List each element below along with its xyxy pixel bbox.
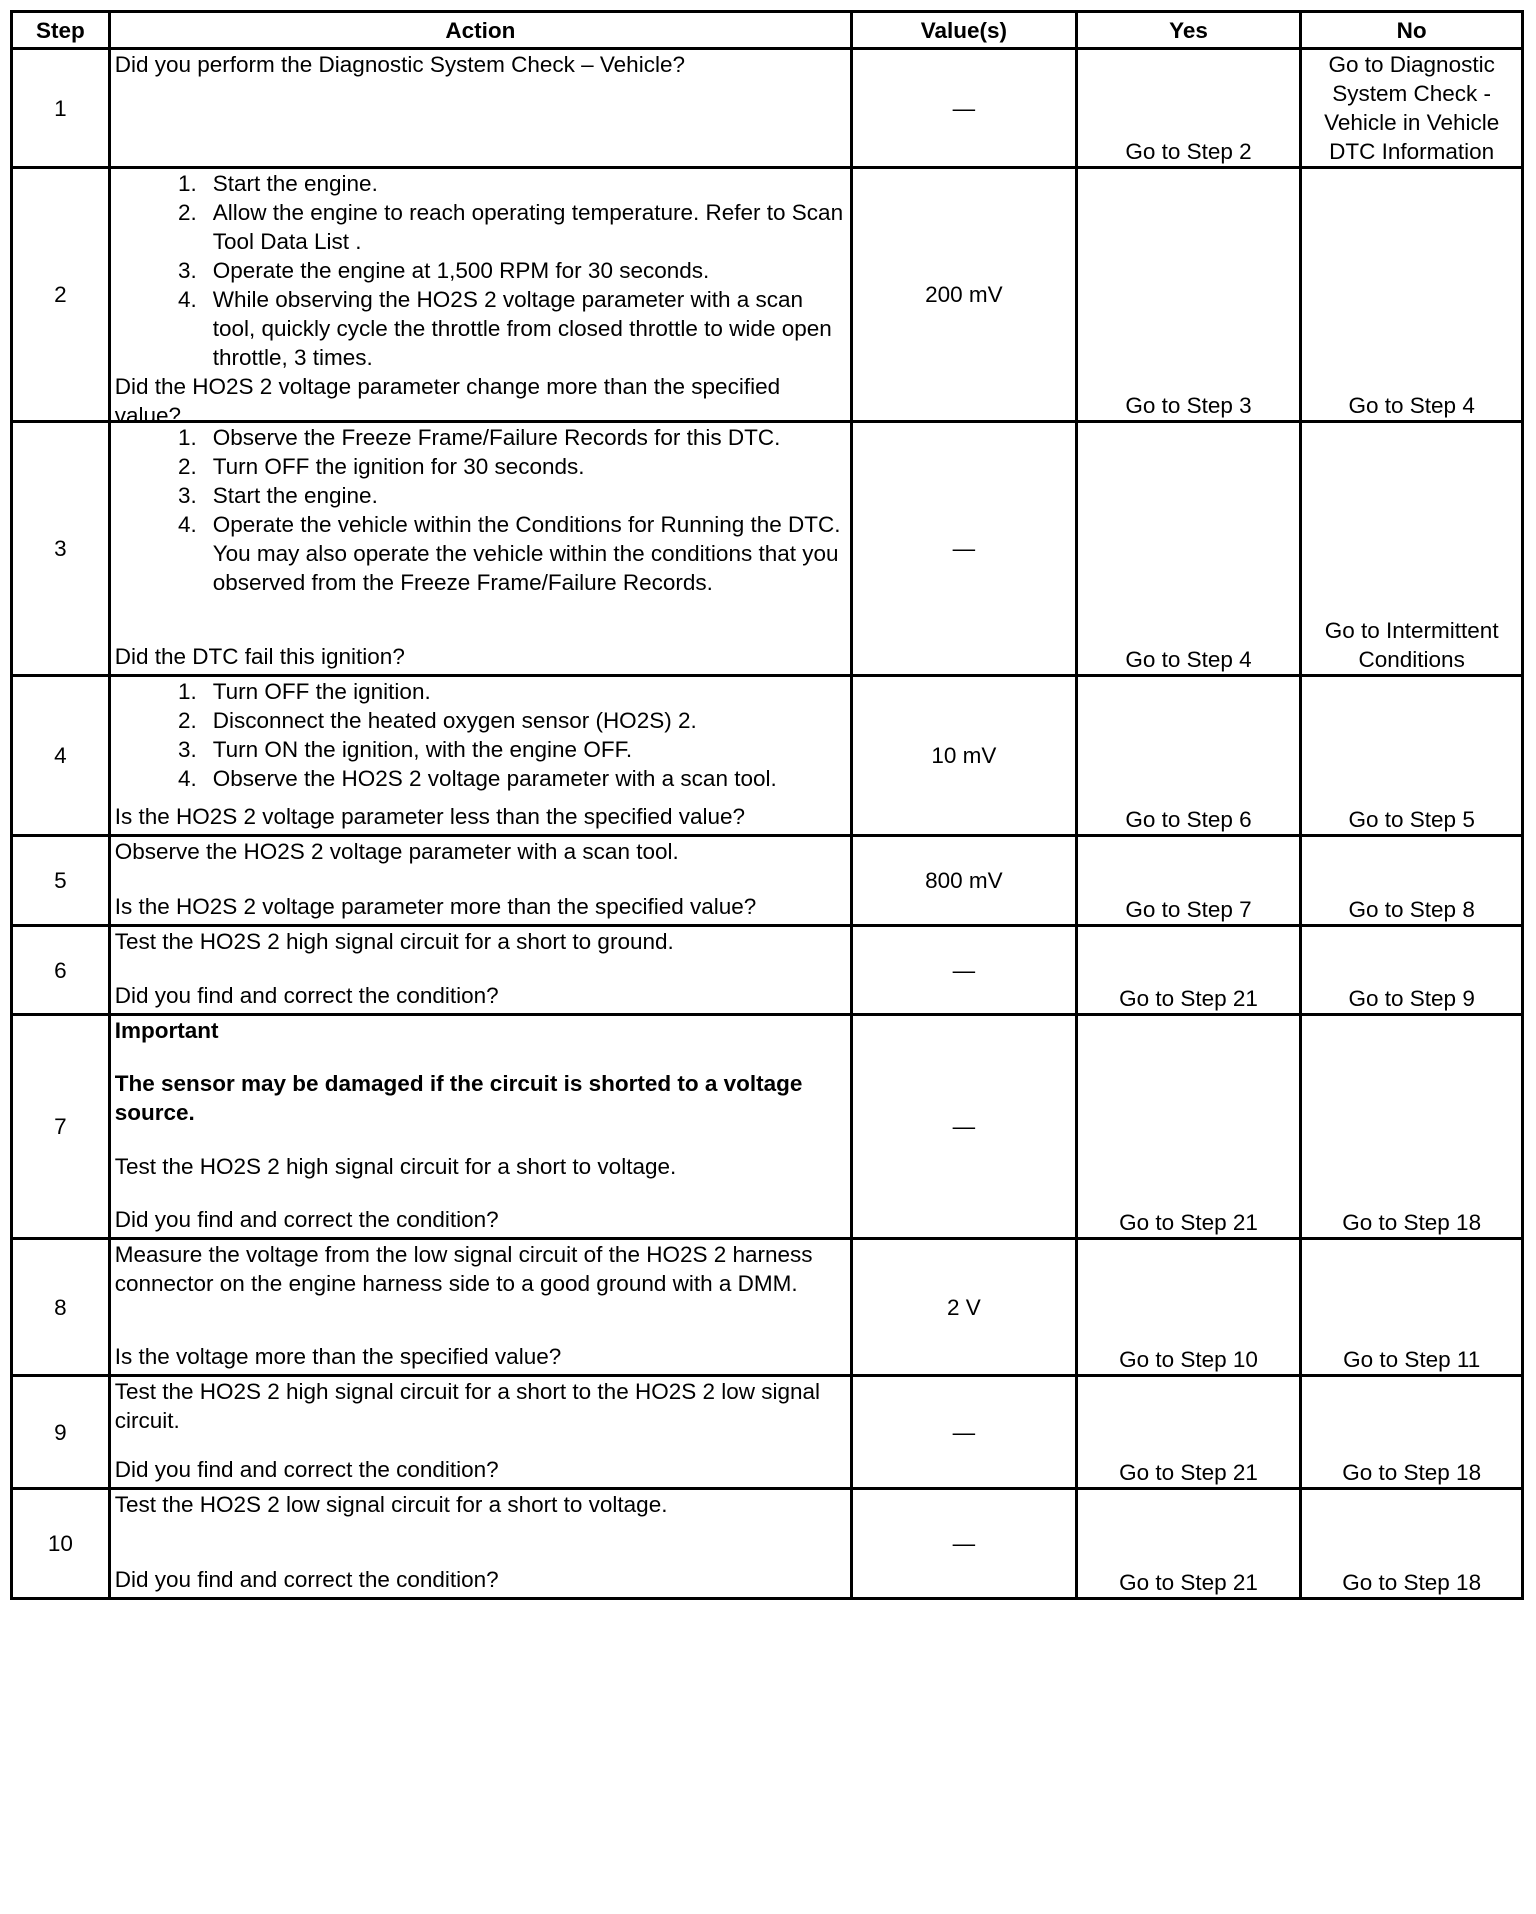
list-item: 4. Operate the vehicle within the Conditions for Running the DTC. You may also operate the vehicle within the conditions that you observed from the Freeze Frame/Failure Records. [177,512,841,595]
step-number: 9 [12,1376,110,1489]
important-label: Important [114,1018,219,1043]
yes-cell: Go to Step 21 [1076,1015,1301,1239]
list-item: 1. Turn OFF the ignition. [177,679,431,704]
header-row [12,12,1523,49]
diagnostic-table [10,10,1524,1600]
action-cell [109,1489,851,1599]
step-number: 2 [12,168,110,422]
list-item: 1. Start the engine. [177,171,378,196]
action-text: Test the HO2S 2 high signal circuit for a short to the HO2S 2 low signal circuit. [114,1379,821,1433]
action-steps [115,677,846,793]
list-item: 4. Observe the HO2S 2 voltage parameter with a scan tool. [177,766,777,791]
action-cell [109,49,851,168]
action-cell [109,422,851,676]
list-item: 3. Start the engine. [177,483,378,508]
value-cell: — [852,926,1077,1015]
value-cell: — [852,1015,1077,1239]
value-cell: — [852,1376,1077,1489]
header-step: Step [12,12,110,49]
step-number: 8 [12,1239,110,1376]
action-steps [115,423,846,597]
list-item: 2. Disconnect the heated oxygen sensor (HO2S) 2. [177,708,697,733]
table-row [12,926,1523,1015]
question-text: Did the DTC fail this ignition? [114,644,405,669]
header-value: Value(s) [852,12,1077,49]
action-text: Test the HO2S 2 high signal circuit for a short to voltage. [114,1153,677,1179]
action-cell [109,168,851,428]
action-cell [109,1239,851,1376]
no-cell: Go to Step 8 [1301,836,1523,926]
yes-cell: Go to Step 7 [1076,836,1301,926]
question-text: Did the HO2S 2 voltage parameter change more than the specified value? [114,374,781,428]
no-cell: Go to Step 9 [1301,926,1523,1015]
yes-cell: Go to Step 6 [1076,676,1301,836]
no-cell: Go to Intermittent Conditions [1301,422,1523,676]
table-row [12,422,1523,676]
value-cell: — [852,1489,1077,1599]
action-cell [109,836,851,926]
no-cell: Go to Diagnostic System Check - Vehicle in Vehicle DTC Information [1301,49,1523,168]
action-cell [109,1015,851,1239]
yes-cell: Go to Step 4 [1076,422,1301,676]
no-cell: Go to Step 11 [1301,1239,1523,1376]
no-cell: Go to Step 18 [1301,1015,1523,1239]
step-number: 5 [12,836,110,926]
no-cell: Go to Step 5 [1301,676,1523,836]
step-number: 4 [12,676,110,836]
step-number: 3 [12,422,110,676]
table-row [12,1015,1523,1239]
yes-cell: Go to Step 3 [1076,168,1301,422]
yes-cell: Go to Step 21 [1076,926,1301,1015]
list-item: 2. Turn OFF the ignition for 30 seconds. [177,454,585,479]
header-no: No [1301,12,1523,49]
header-yes: Yes [1076,12,1301,49]
yes-cell: Go to Step 2 [1076,49,1301,168]
step-number: 10 [12,1489,110,1599]
step-number: 7 [12,1015,110,1239]
action-text: Test the HO2S 2 low signal circuit for a short to voltage. [114,1492,668,1517]
list-item: 4. While observing the HO2S 2 voltage parameter with a scan tool, quickly cycle the throttle from closed throttle to wide open throttle, 3 times. [177,287,832,370]
table-row [12,49,1523,168]
table-row [12,836,1523,926]
no-cell: Go to Step 18 [1301,1376,1523,1489]
value-cell: 800 mV [852,836,1077,926]
list-item: 3. Operate the engine at 1,500 RPM for 30 seconds. [177,258,710,283]
header-action: Action [109,12,851,49]
list-item: 2. Allow the engine to reach operating temperature. Refer to Scan Tool Data List . [177,200,844,254]
action-cell [109,926,851,1015]
question-text: Is the HO2S 2 voltage parameter less than the specified value? [114,804,746,829]
action-text: Test the HO2S 2 high signal circuit for a short to ground. [114,929,674,954]
question-text: Is the HO2S 2 voltage parameter more than the specified value? [114,894,757,919]
question-text: Did you find and correct the condition? [114,1567,499,1592]
action-cell [109,1376,851,1489]
list-item: 1. Observe the Freeze Frame/Failure Records for this DTC. [177,425,781,450]
warning-text: The sensor may be damaged if the circuit is shorted to a voltage source. [114,1071,803,1126]
question-text: Did you find and correct the condition? [114,983,499,1008]
no-cell: Go to Step 18 [1301,1489,1523,1599]
value-cell: 10 mV [852,676,1077,836]
table-row [12,1489,1523,1599]
no-cell: Go to Step 4 [1301,168,1523,422]
value-cell: — [852,422,1077,676]
yes-cell: Go to Step 10 [1076,1239,1301,1376]
question-text: Is the voltage more than the specified value? [114,1344,562,1369]
action-text: Measure the voltage from the low signal circuit of the HO2S 2 harness connector on the engine harness side to a good ground with a DMM. [114,1242,813,1296]
table-row [12,676,1523,836]
value-cell: 2 V [852,1239,1077,1376]
action-text: Did you perform the Diagnostic System Check – Vehicle? [114,52,685,77]
question-text: Did you find and correct the condition? [114,1457,499,1482]
question-text: Did you find and correct the condition? [114,1206,499,1232]
value-cell: 200 mV [852,168,1077,422]
yes-cell: Go to Step 21 [1076,1489,1301,1599]
yes-cell: Go to Step 21 [1076,1376,1301,1489]
table-row [12,1376,1523,1489]
action-text: Observe the HO2S 2 voltage parameter with a scan tool. [114,839,679,864]
table-row [12,168,1523,422]
step-number: 6 [12,926,110,1015]
table-row [12,1239,1523,1376]
action-steps [115,169,846,372]
value-cell: — [852,49,1077,168]
step-number: 1 [12,49,110,168]
action-cell [109,676,851,836]
list-item: 3. Turn ON the ignition, with the engine OFF. [177,737,633,762]
